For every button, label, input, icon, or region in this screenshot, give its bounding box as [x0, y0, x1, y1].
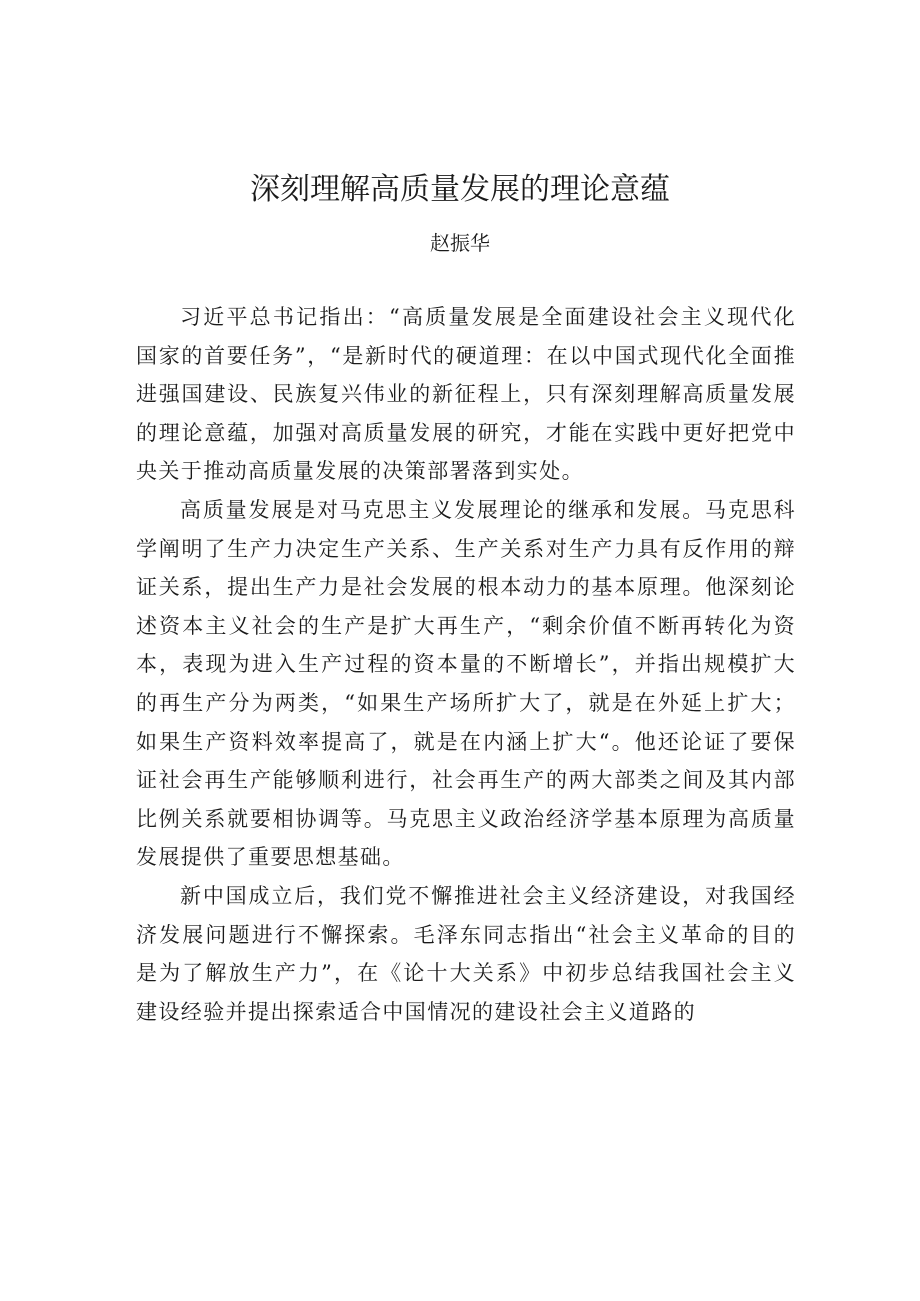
- document-title: 深刻理解高质量发展的理论意蕴: [250, 172, 670, 207]
- paragraph-1: 习近平总书记指出：“高质量发展是全面建设社会主义现代化国家的首要任务”，“是新时代的硬道理：在以中国式现代化全面推进强国建设、民族复兴伟业的新征程上，只有深刻理解高质量发展的理论意蕴，加强对高质量发展的研究，才能在实践中更好把党中央关于推动高质量发展的决策部署落到实处。: [136, 305, 796, 484]
- paragraph-2: 高质量发展是对马克思主义发展理论的继承和发展。马克思科学阐明了生产力决定生产关系、生产关系对生产力具有反作用的辩证关系，提出生产力是社会发展的根本动力的基本原理。他深刻论述资本主义社会的生产是扩大再生产，“剩余价值不断再转化为资本，表现为进入生产过程的资本量的不断增长”，并指出规模扩大的再生产分为两类，“如果生产场所扩大了，就是在外延上扩大；如果生产资料效率提高了，就是在内涵上扩大“。他还论证了要保证社会再生产能够顺利进行，社会再生产的两大部类之间及其内部比例关系就要相协调等。马克思主义政治经济学基本原理为高质量发展提供了重要思想基础。: [136, 497, 796, 870]
- document-author: 赵振华: [430, 231, 490, 255]
- paragraph-3: 新中国成立后，我们党不懈推进社会主义经济建设，对我国经济发展问题进行不懈探索。毛泽东同志指出“社会主义革命的目的是为了解放生产力”，在《论十大关系》中初步总结我国社会主义建设经验并提出探索适合中国情况的建设社会主义道路的: [136, 883, 796, 1024]
- document-body: [136, 298, 796, 1031]
